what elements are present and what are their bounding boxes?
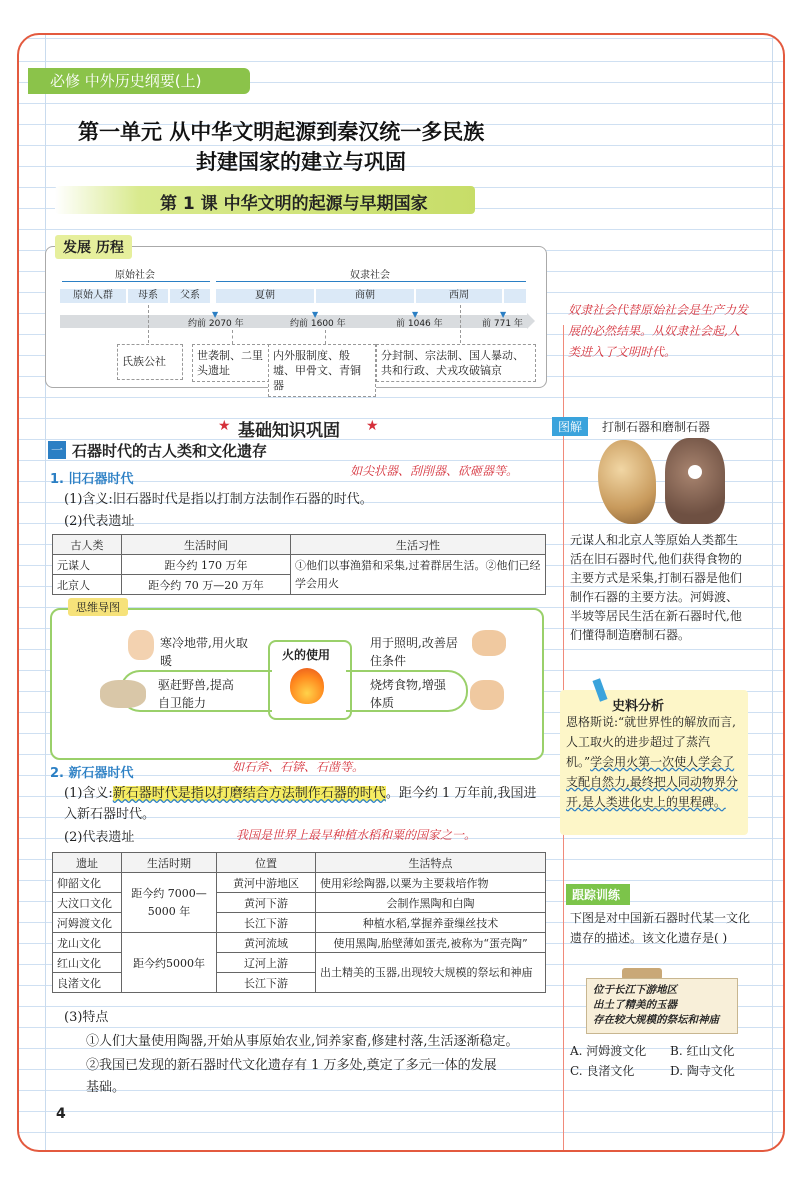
date-zhou: 前 1046 年 [396,319,443,329]
fire-icon [290,668,324,704]
neo-period1: 距今约 7000—5000 年 [122,873,217,933]
date-end-zhou: 前 771 年 [482,319,523,329]
section-number: 一 [48,441,66,459]
table-row: 龙山文化 距今约5000年 黄河流域 使用黑陶,胎壁薄如蛋壳,被称为“蛋壳陶” [53,933,546,953]
table-header: 位置 [217,853,316,873]
table-row: 良渚文化 长江下游 [53,973,546,993]
era-western-zhou: 西周 [416,289,502,303]
page-number: 4 [56,1106,66,1122]
mindmap-item-food: 烧烤食物,增强体质 [370,678,446,710]
shiliao-text2: 学会用火第一次使人学会了支配自然力,最终把人同动物界分开,是人类进化史上的里程碑。 [566,755,738,809]
paleo-def: 旧石器时代是指以打制方法制作石器的时代。 [112,492,373,507]
star-icon: ★ [218,418,231,434]
table-header: 生活时期 [122,853,217,873]
mindmap-center: 火的使用 [282,648,331,662]
box-zhou: 分封制、宗法制、国人暴动、共和行政、犬戎攻破镐京 [376,344,536,382]
unit-title-line1: 第一单元 从中华文明起源到秦汉统一多民族 [78,120,485,144]
era-xia: 夏朝 [216,289,314,303]
shiliao-text1: 恩格斯说:“就世界性的解放而言,人工取火的进步超过了蒸汽机。” [566,715,736,769]
table-row: 河姆渡文化 长江下游 种植水稻,掌握养蚕缫丝技术 [53,913,546,933]
table-row: 元谋人 距今约 170 万年 ①他们以事渔猎和采集,过着群居生活。②他们已经学会用火 [53,555,546,575]
neo-period2: 距今约5000年 [122,933,217,993]
person-icon [470,680,504,710]
option-c[interactable]: C. 良渚文化 [570,1064,635,1078]
shiliao-title: 史料分析 [612,699,665,714]
paleo-table [52,534,546,595]
mindmap-item-warmth: 寒冷地带,用火取暖 [160,636,248,668]
paleo-heading: 1. 旧石器时代 [50,472,134,487]
table-row: 红山文化 辽河上游 出土精美的玉器,出现较大规模的祭坛和神庙 [53,953,546,973]
paleo-habit: ①他们以事渔猎和采集,过着群居生活。②他们已经学会用火 [291,555,546,595]
tujie-text: 元谋人和北京人等原始人类都生活在旧石器时代,他们获得食物的主要方式是采集,打制石器是他们制作石器的主要方法。河姆渡、半坡等居民生活在新石器时代,他们懂得制造磨制石器。 [570,533,742,642]
basic-title: 基础知识巩固 [238,421,340,441]
box-clan: 氏族公社 [117,344,183,380]
table-header: 遗址 [53,853,122,873]
option-a[interactable]: A. 河姆渡文化 [570,1044,647,1058]
date-xia: 约前 2070 年 [188,319,244,329]
table-row: 北京人 距今约 70 万—20 万年 [53,575,546,595]
table-header: 生活时间 [122,535,291,555]
neo-heading: 2. 新石器时代 [50,766,134,781]
person-icon [472,630,506,656]
table-row: 仰韶文化 距今约 7000—5000 年 黄河中游地区 使用彩绘陶器,以粟为主要栽培作物 [53,873,546,893]
box-xia: 世袭制、二里头遗址 [192,344,270,382]
era-matriarchal: 母系 [128,289,168,303]
option-b[interactable]: B. 红山文化 [670,1044,735,1058]
neo-sites-label: (2)代表遗址 [64,830,135,845]
paleo-sites-label: (2)代表遗址 [64,514,135,529]
star-icon: ★ [366,418,379,434]
animal-icon [100,680,146,708]
tujie-tag: 图解 [552,417,588,436]
neo-table [52,852,546,993]
section1-title: 石器时代的古人类和文化遗存 [72,442,268,460]
era-shang: 商朝 [316,289,414,303]
practice-question: 下图是对中国新石器时代某一文化遗存的描述。该文化遗存是( ) [570,911,751,945]
table-row: 大汶口文化 黄河下游 会制作黑陶和白陶 [53,893,546,913]
table-header: 生活特点 [316,853,546,873]
neo-feat2b: 基础。 [86,1080,126,1095]
date-shang: 约前 1600 年 [290,319,346,329]
society-slave: 奴隶社会 [350,270,390,281]
development-label: 发展 历程 [55,235,132,259]
side-note-slave-society: 奴隶社会代替原始社会是生产力发展的必然结果。从奴隶社会起,人类进入了文明时代。 [568,303,749,359]
box-shang: 内外服制度、般墟、甲骨文、青铜器 [268,344,376,397]
era-patriarchal: 父系 [170,289,210,303]
unit-title-line2: 封建国家的建立与巩固 [196,150,406,174]
table-header: 古人类 [53,535,122,555]
paleo-def-label: (1)含义: [64,492,113,507]
neo-feat-label: (3)特点 [64,1010,109,1025]
practice-scroll: 位于长江下游地区 出土了精美的玉器 存在较大规模的祭坛和神庙 [586,978,738,1034]
era-primitive-group: 原始人群 [60,289,126,303]
polished-stone-tool-image [665,438,725,524]
neo-note2: 我国是世界上最早种植水稻和粟的国家之一。 [236,828,477,842]
tujie-title: 打制石器和磨制石器 [602,420,711,434]
subject-header: 必修 中外历史纲要(上) [28,68,250,94]
neo-feat1: ①人们大量使用陶器,开始从事原始农业,饲养家畜,修建村落,生活逐渐稳定。 [86,1034,519,1049]
paleo-note: 如尖状器、刮削器、砍砸器等。 [350,464,519,478]
society-primitive: 原始社会 [115,270,155,281]
option-d[interactable]: D. 陶寺文化 [670,1064,735,1078]
neo-feat2a: ②我国已发现的新石器时代文化遗存有 1 万多处,奠定了多元一体的发展 [86,1058,497,1073]
table-header: 生活习性 [291,535,546,555]
practice-tag: 跟踪训练 [566,884,630,905]
lesson-title: 第 1 课 中华文明的起源与早期国家 [160,194,428,214]
neo-def-highlight: 新石器时代是指以打磨结合方法制作石器的时代 [112,786,386,801]
mindmap-item-defense: 驱赶野兽,提高自卫能力 [158,678,234,710]
neo-note: 如石斧、石锛、石凿等。 [232,760,365,774]
person-icon [128,630,154,660]
mindmap-item-light: 用于照明,改善居住条件 [370,636,458,668]
mindmap-label: 思维导图 [68,598,128,616]
